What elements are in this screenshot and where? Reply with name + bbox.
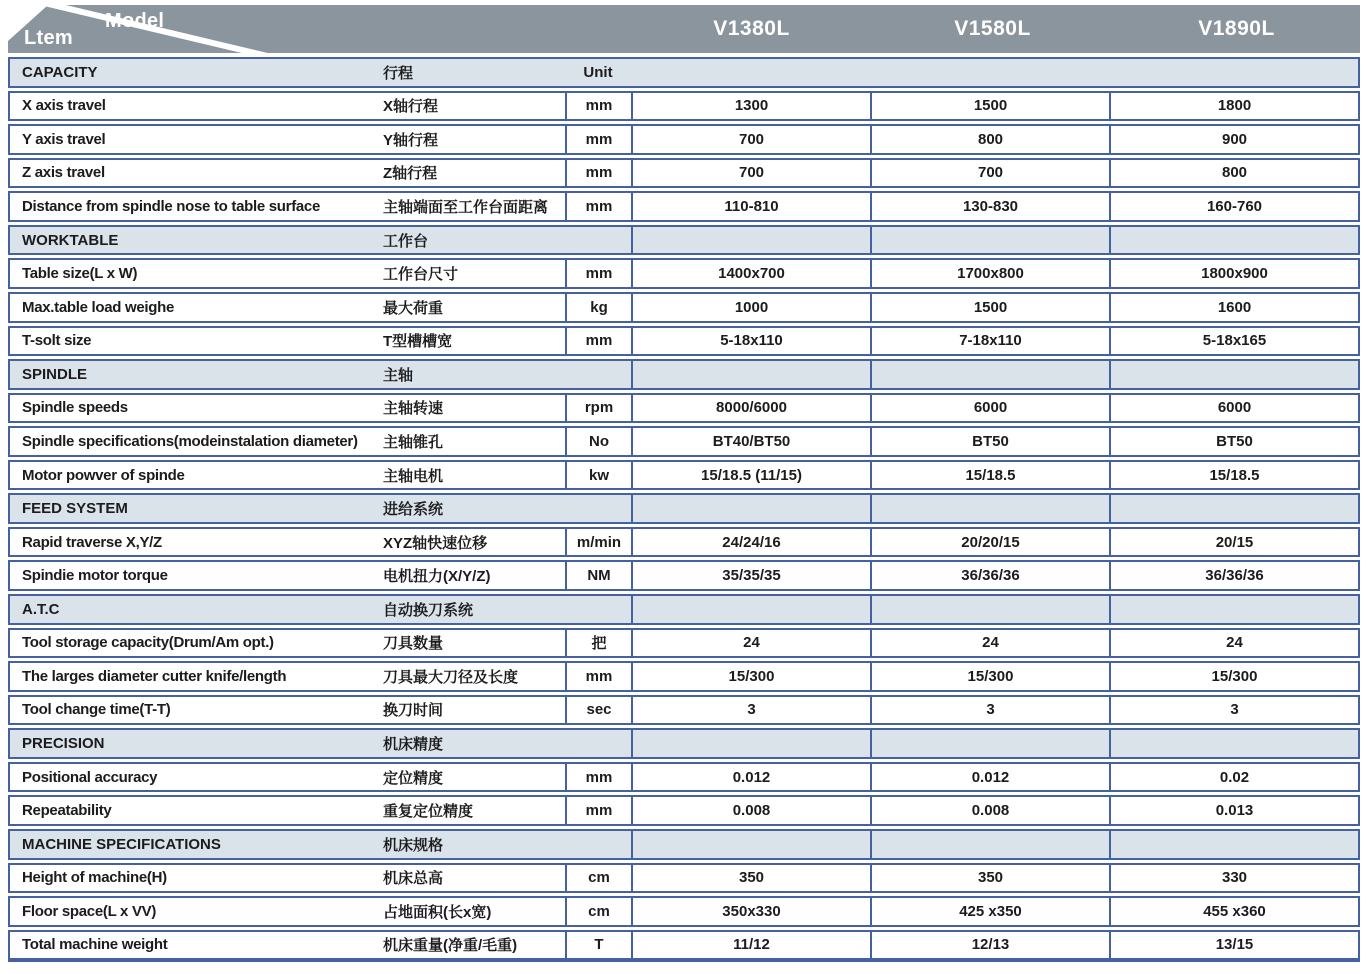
unit-column-header: Unit [565,59,631,86]
value-cell: BT40/BT50 [631,428,870,455]
value-cell: 0.008 [870,797,1109,824]
item-zh-cell: Z轴行程 [383,165,438,183]
item-en-cell: X axis travel [22,97,106,115]
unit-cell: 把 [565,630,631,657]
section-title-en: FEED SYSTEM [10,495,375,522]
item-en-cell: Z axis travel [22,164,105,182]
unit-cell: mm [565,797,631,824]
item-en-cell: Rapid traverse X,Y/Z [22,533,162,551]
section-title-zh: 自动换刀系统 [375,596,565,623]
corner-item-label: Ltem [24,27,73,49]
item-zh-cell: 重复定位精度 [383,803,474,821]
unit-column-header [565,495,631,522]
item-zh-cell: 电机扭力(X/Y/Z) [383,568,491,586]
value-cell: 1000 [631,294,870,321]
unit-cell: cm [565,898,631,925]
section-value-cell [631,361,870,388]
spec-row [8,426,1360,457]
spec-row [8,124,1360,155]
unit-cell: mm [565,328,631,355]
section-title-zh: 主轴 [375,361,565,388]
unit-cell: sec [565,697,631,724]
spec-row [8,460,1360,491]
unit-cell: No [565,428,631,455]
item-en-cell: Positional accuracy [22,768,158,786]
value-cell: 20/20/15 [870,529,1109,556]
item-en-cell: Max.table load weighe [22,298,175,316]
unit-column-header [565,730,631,757]
value-cell: 0.02 [1109,764,1358,791]
item-en-cell: T-solt size [22,332,92,350]
value-cell: 6000 [1109,395,1358,422]
value-cell: 15/300 [1109,663,1358,690]
value-cell: 6000 [870,395,1109,422]
spec-row [8,863,1360,894]
spec-row [8,896,1360,927]
value-cell: 15/18.5 [870,462,1109,489]
unit-cell: mm [565,193,631,220]
value-cell: 700 [870,160,1109,187]
value-cell: 425 x350 [870,898,1109,925]
item-en-cell: Repeatability [22,802,112,820]
value-cell: 350 [631,865,870,892]
item-en-cell: Floor space(L x VV) [22,902,157,920]
value-cell: 15/18.5 (11/15) [631,462,870,489]
item-zh-cell: X轴行程 [383,98,439,116]
unit-cell: mm [565,126,631,153]
spec-row [8,527,1360,558]
unit-cell: mm [565,93,631,120]
value-cell: 1400x700 [631,260,870,287]
item-zh-cell: 主轴锥孔 [383,433,444,451]
item-zh-cell: 刀具数量 [383,635,444,653]
value-cell: 0.013 [1109,797,1358,824]
unit-cell: kw [565,462,631,489]
section-value-cell [870,831,1109,858]
section-value-cell [1109,831,1358,858]
value-cell: 15/300 [631,663,870,690]
section-value-cell [1109,361,1358,388]
spec-row [8,695,1360,726]
unit-column-header [565,227,631,254]
model-header-row [8,5,1360,53]
diagonal-divider [8,5,631,53]
section-title-en: WORKTABLE [10,227,375,254]
section-value-cell [1109,59,1358,86]
item-zh-cell: T型槽槽宽 [383,333,453,351]
value-cell: 1800 [1109,93,1358,120]
section-title-en: SPINDLE [10,361,375,388]
unit-cell: mm [565,160,631,187]
item-en-cell: Spindle speeds [22,399,128,417]
value-cell: 3 [870,697,1109,724]
item-en-cell: Total machine weight [22,936,168,954]
item-en-cell: Spindie motor torque [22,567,168,585]
value-cell: 1700x800 [870,260,1109,287]
spec-row [8,292,1360,323]
spec-row [8,326,1360,357]
section-value-cell [870,730,1109,757]
section-value-cell [1109,596,1358,623]
unit-column-header [565,831,631,858]
section-value-cell [631,495,870,522]
value-cell: 24 [631,630,870,657]
item-zh-cell: 机床总高 [383,870,444,888]
section-row [8,225,1360,256]
section-title-en: PRECISION [10,730,375,757]
value-cell: 800 [1109,160,1358,187]
value-cell: 0.008 [631,797,870,824]
section-title-zh: 工作台 [375,227,565,254]
item-zh-cell: 机床重量(净重/毛重) [383,937,518,955]
value-cell: 11/12 [631,932,870,959]
corner-model-label: Model [105,10,165,32]
item-en-cell: Table size(L x W) [22,265,138,283]
model-column-header: V1380L [713,17,790,40]
section-value-cell [870,596,1109,623]
value-cell: 700 [631,126,870,153]
spec-row [8,191,1360,222]
table-body [8,57,1360,962]
item-zh-cell: Y轴行程 [383,131,439,149]
section-value-cell [870,495,1109,522]
value-cell: 3 [631,697,870,724]
item-zh-cell: 主轴转速 [383,400,444,418]
unit-cell: mm [565,764,631,791]
section-row [8,493,1360,524]
item-zh-cell: 主轴电机 [383,467,444,485]
section-title-zh: 进给系统 [375,495,565,522]
value-cell: BT50 [870,428,1109,455]
value-cell: 24 [870,630,1109,657]
value-cell: 350x330 [631,898,870,925]
value-cell: 1600 [1109,294,1358,321]
value-cell: 5-18x110 [631,328,870,355]
unit-cell: mm [565,663,631,690]
section-row [8,829,1360,860]
unit-column-header [565,596,631,623]
value-cell: 36/36/36 [1109,562,1358,589]
machine-spec-table [8,5,1360,962]
spec-row [8,91,1360,122]
value-cell: 900 [1109,126,1358,153]
item-zh-cell: 最大荷重 [383,299,444,317]
spec-row [8,930,1360,963]
value-cell: 800 [870,126,1109,153]
unit-cell: NM [565,562,631,589]
value-cell: 1500 [870,93,1109,120]
value-cell: 24/24/16 [631,529,870,556]
spec-row [8,628,1360,659]
item-zh-cell: 刀具最大刀径及长度 [383,668,519,686]
item-en-cell: Motor powver of spinde [22,466,185,484]
value-cell: 1300 [631,93,870,120]
value-cell: 8000/6000 [631,395,870,422]
item-zh-cell: XYZ轴快速位移 [383,534,488,552]
spec-row [8,762,1360,793]
value-cell: 0.012 [631,764,870,791]
unit-cell: cm [565,865,631,892]
value-cell: 160-760 [1109,193,1358,220]
value-cell: 15/18.5 [1109,462,1358,489]
unit-column-header [565,361,631,388]
item-en-cell: Distance from spindle nose to table surface [22,198,321,216]
section-title-zh: 机床精度 [375,730,565,757]
item-en-cell: Y axis travel [22,130,106,148]
unit-cell: rpm [565,395,631,422]
section-title-en: CAPACITY [10,59,375,86]
section-value-cell [631,730,870,757]
spec-row [8,393,1360,424]
value-cell: 3 [1109,697,1358,724]
spec-row [8,158,1360,189]
value-cell: 13/15 [1109,932,1358,959]
section-row [8,594,1360,625]
item-zh-cell: 换刀时间 [383,702,444,720]
section-value-cell [631,596,870,623]
value-cell: 24 [1109,630,1358,657]
value-cell: 700 [631,160,870,187]
section-value-cell [631,227,870,254]
section-value-cell [870,361,1109,388]
section-value-cell [1109,227,1358,254]
value-cell: 130-830 [870,193,1109,220]
value-cell: 35/35/35 [631,562,870,589]
value-cell: BT50 [1109,428,1358,455]
spec-row [8,560,1360,591]
section-title-zh: 机床规格 [375,831,565,858]
spec-row [8,795,1360,826]
item-model-corner-cell [8,5,631,53]
value-cell: 12/13 [870,932,1109,959]
item-zh-cell: 主轴端面至工作台面距离 [383,199,549,217]
section-value-cell [870,227,1109,254]
section-value-cell [631,831,870,858]
section-value-cell [631,59,870,86]
item-en-cell: The larges diameter cutter knife/length [22,667,287,685]
section-row [8,728,1360,759]
value-cell: 455 x360 [1109,898,1358,925]
value-cell: 350 [870,865,1109,892]
item-zh-cell: 占地面积(长x宽) [383,903,492,921]
item-en-cell: Spindle specifications(modeinstalation diameter) [22,432,358,450]
value-cell: 1800x900 [1109,260,1358,287]
value-cell: 110-810 [631,193,870,220]
section-title-en: A.T.C [10,596,375,623]
model-column-header: V1890L [1198,17,1275,40]
value-cell: 0.012 [870,764,1109,791]
value-cell: 15/300 [870,663,1109,690]
value-cell: 330 [1109,865,1358,892]
model-column-header: V1580L [954,17,1031,40]
section-title-en: MACHINE SPECIFICATIONS [10,831,375,858]
unit-cell: m/min [565,529,631,556]
item-zh-cell: 工作台尺寸 [383,266,459,284]
unit-cell: T [565,932,631,959]
section-row [8,359,1360,390]
section-row [8,57,1360,88]
section-value-cell [1109,730,1358,757]
item-en-cell: Height of machine(H) [22,869,167,887]
value-cell: 36/36/36 [870,562,1109,589]
section-title-zh: 行程 [375,59,565,86]
item-en-cell: Tool storage capacity(Drum/Am opt.) [22,634,274,652]
value-cell: 5-18x165 [1109,328,1358,355]
value-cell: 1500 [870,294,1109,321]
value-cell: 20/15 [1109,529,1358,556]
section-value-cell [870,59,1109,86]
item-en-cell: Tool change time(T-T) [22,701,171,719]
value-cell: 7-18x110 [870,328,1109,355]
spec-row [8,258,1360,289]
unit-cell: kg [565,294,631,321]
spec-row [8,661,1360,692]
item-zh-cell: 定位精度 [383,769,444,787]
unit-cell: mm [565,260,631,287]
section-value-cell [1109,495,1358,522]
